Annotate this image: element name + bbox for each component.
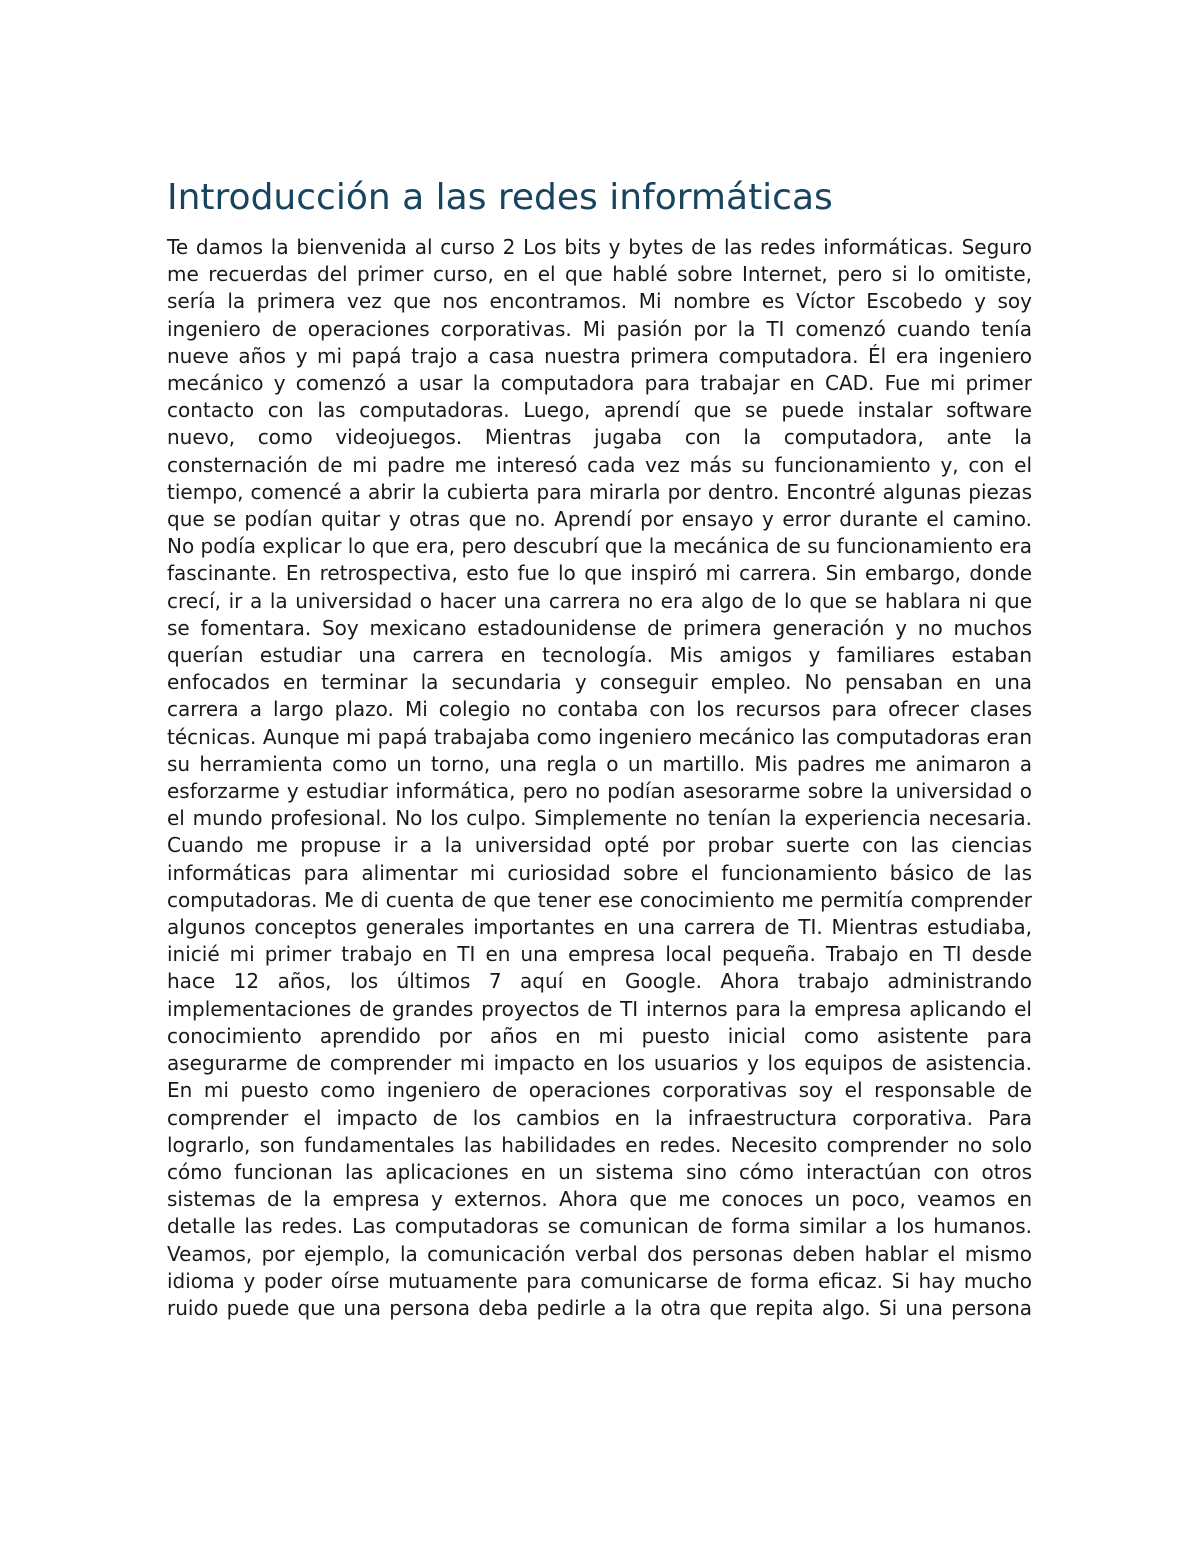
- document-title: Introducción a las redes informáticas: [167, 177, 833, 218]
- document-body: Te damos la bienvenida al curso 2 Los bits y bytes de las redes informáticas. Seguro me recuerdas del primer curso, en el que hablé sobre Internet, pero si lo omitiste, sería la primera vez que nos encontramos. Mi nombre es Víctor Escobedo y soy ingeniero de operaciones corporativas. Mi pasión por la TI comenzó cuando tenía nueve años y mi papá trajo a casa nuestra primera computadora. Él era ingeniero mecánico y comenzó a usar la computadora para trabajar en CAD. Fue mi primer contacto con las computadoras. Luego, aprendí que se puede instalar software nuevo, como videojuegos. Mientras jugaba con la computadora, ante la consternación de mi padre me interesó cada vez más su funcionamiento y, con el tiempo, comencé a abrir la cubierta para mirarla por dentro. Encontré algunas piezas que se podían quitar y otras que no. Aprendí por ensayo y error durante el camino. No podía explicar lo que era, pero descubrí que la mecánica de su funcionamiento era fascinante. En retrospectiva, esto fue lo que inspiró mi carrera. Sin embargo, donde crecí, ir a la universidad o hacer una carrera no era algo de lo que se hablara ni que se fomentara. Soy mexicano estadounidense de primera generación y no muchos querían estudiar una carrera en tecnología. Mis amigos y familiares estaban enfocados en terminar la secundaria y conseguir empleo. No pensaban en una carrera a largo plazo. Mi colegio no contaba con los recursos para ofrecer clases técnicas. Aunque mi papá trabajaba como ingeniero mecánico las computadoras eran su herramienta como un torno, una regla o un martillo. Mis padres me animaron a esforzarme y estudiar informática, pero no podían asesorarme sobre la universidad o el mundo profesional. No los culpo. Simplemente no tenían la experiencia necesaria. Cuando me propuse ir a la universidad opté por probar suerte con las ciencias informáticas para alimentar mi curiosidad sobre el funcionamiento básico de las computadoras. Me di cuenta de que tener ese conocimiento me permitía comprender algunos conceptos generales importantes en una carrera de TI. Mientras estudiaba, inicié mi primer trabajo en TI en una empresa local pequeña. Trabajo en TI desde hace 12 años, los últimos 7 aquí en Google. Ahora trabajo administrando implementaciones de grandes proyectos de TI internos para la empresa aplicando el conocimiento aprendido por años en mi puesto inicial como asistente para asegurarme de comprender mi impacto en los usuarios y los equipos de asistencia. En mi puesto como ingeniero de operaciones corporativas soy el responsable de comprender el impacto de los cambios en la infraestructura corporativa. Para lograrlo, son fundamentales las habilidades en redes. Necesito comprender no solo cómo funcionan las aplicaciones en un sistema sino cómo interactúan con otros sistemas de la empresa y externos. Ahora que me conoces un poco, veamos en detalle las redes. Las computadoras se comunican de forma similar a los humanos. Veamos, por ejemplo, la comunicación verbal dos personas deben hablar el mismo idioma y poder oírse mutuamente para comunicarse de forma eficaz. Si hay mucho ruido puede que una persona deba pedirle a la otra que repita algo. Si una persona: [167, 235, 1033, 1320]
- document-content: [167, 176, 1032, 1322]
